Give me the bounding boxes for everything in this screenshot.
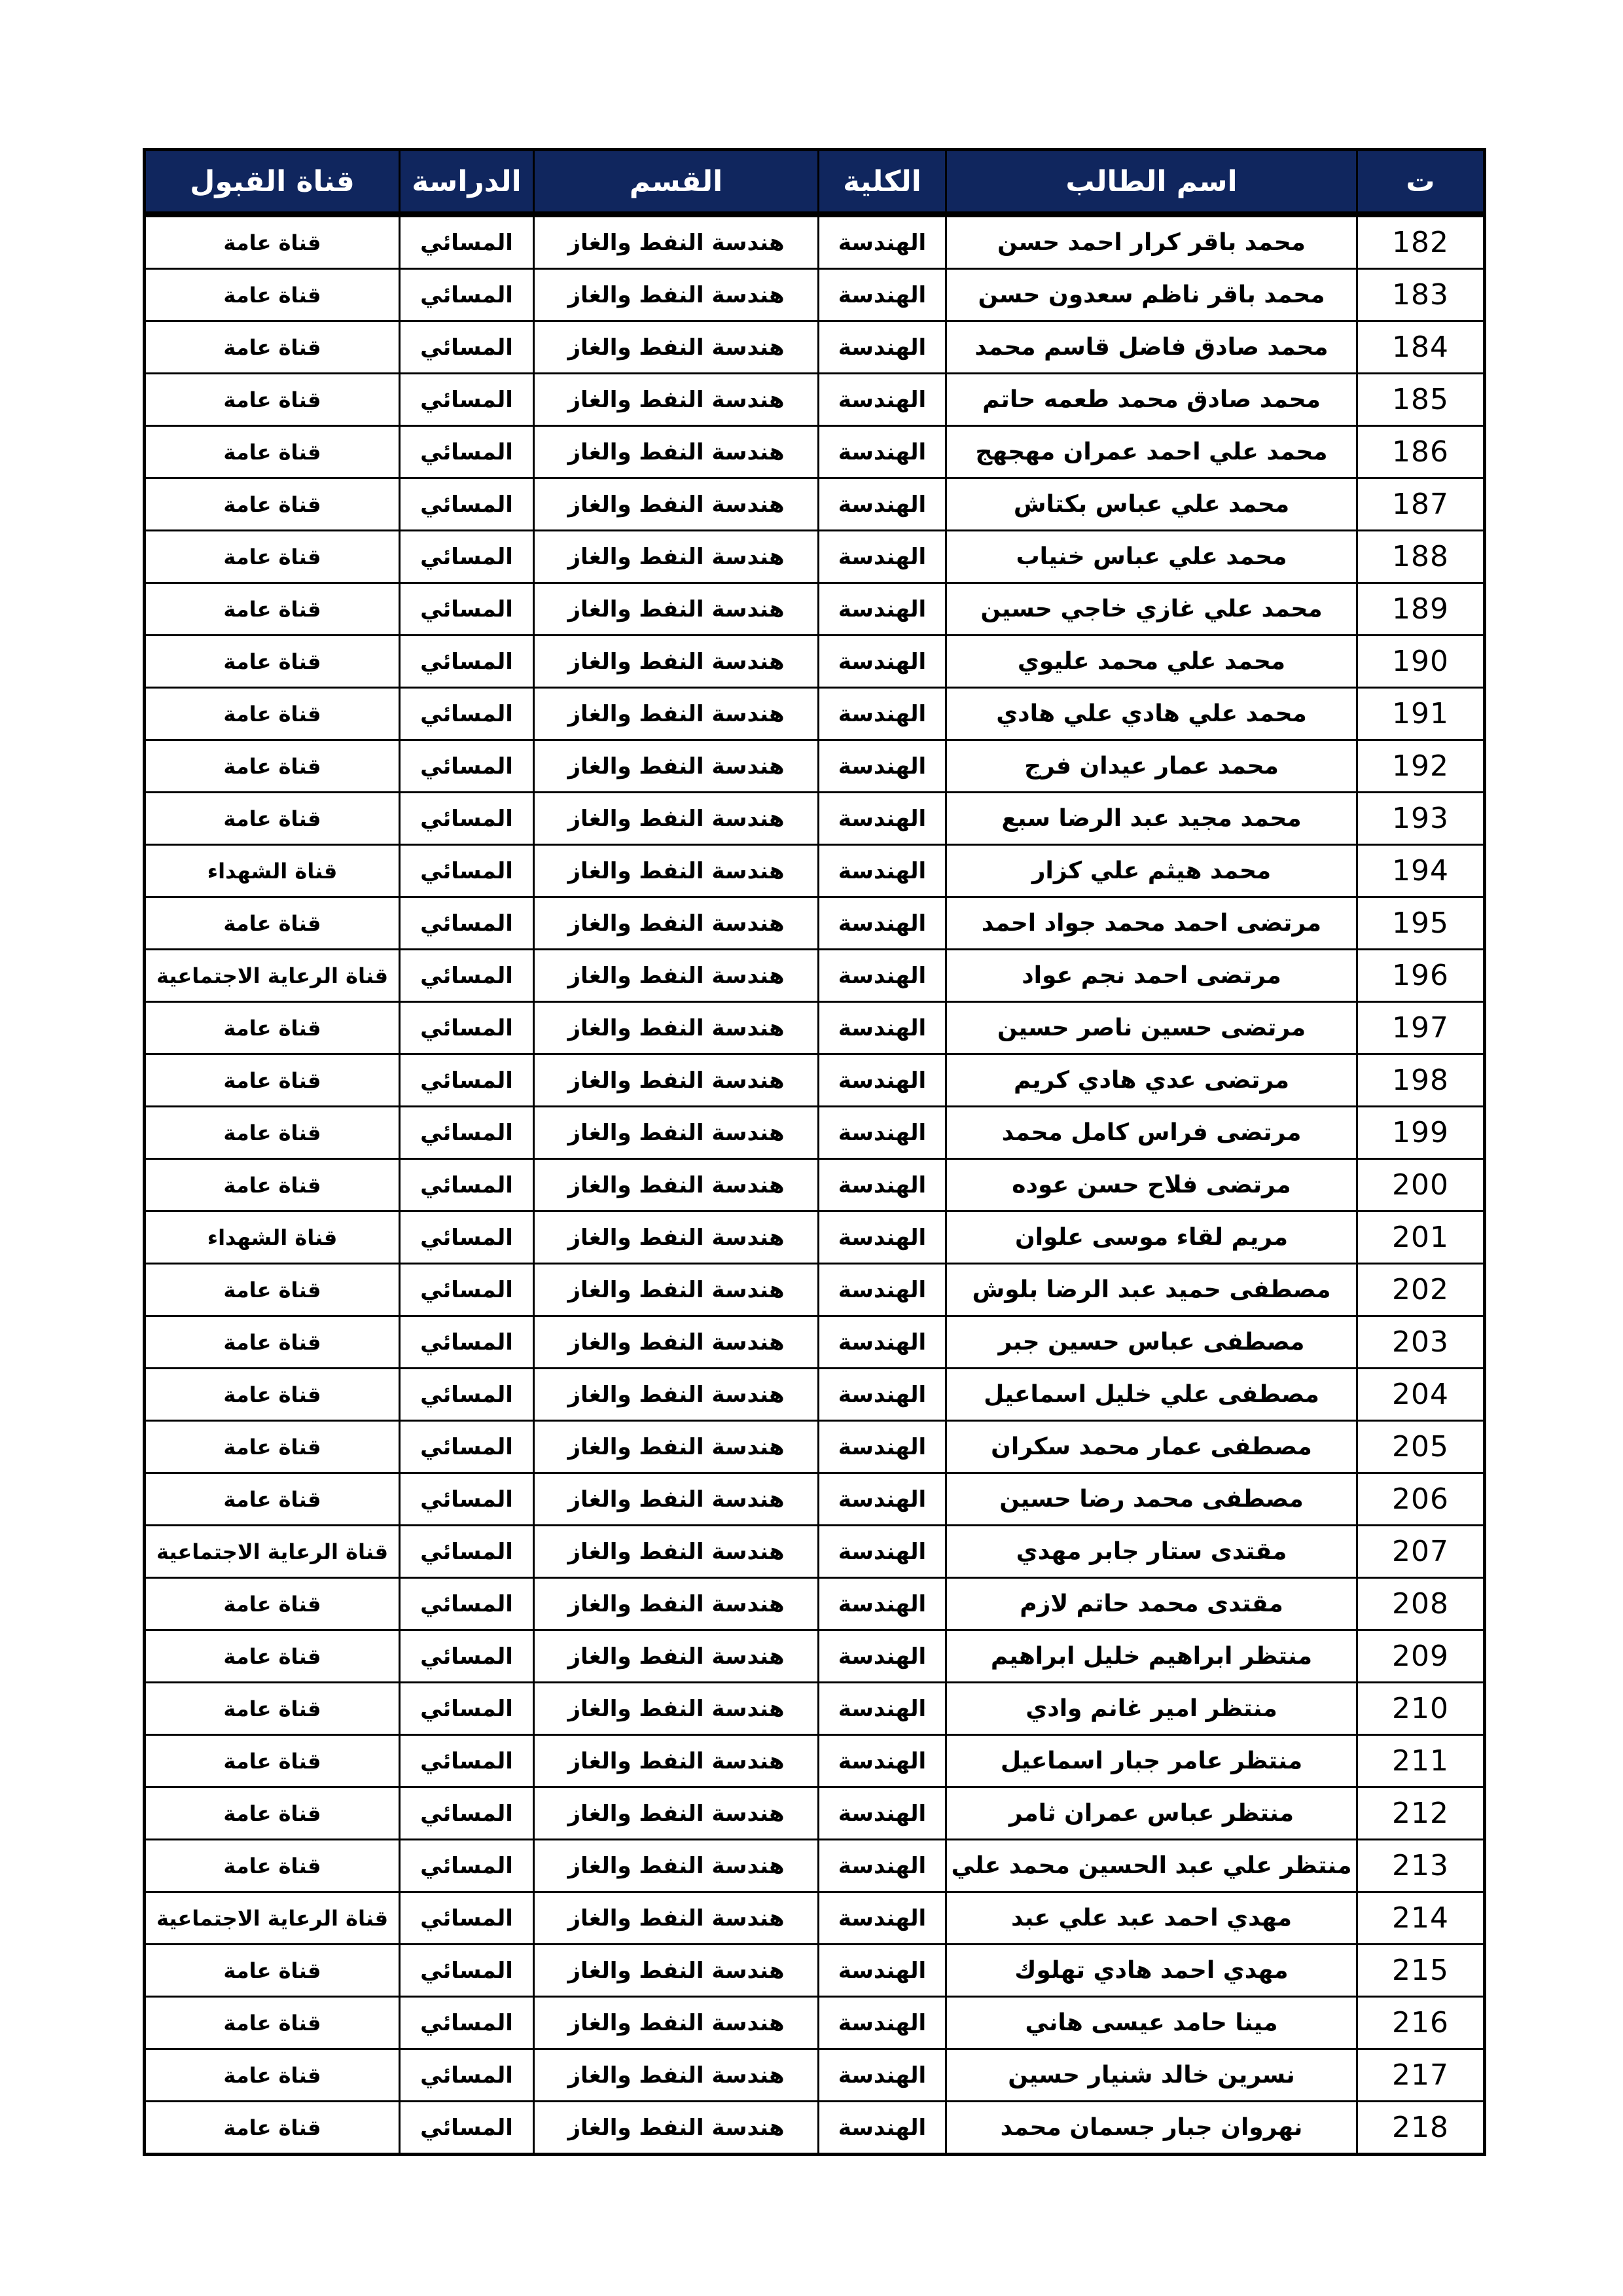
cell-index: 212	[1357, 1787, 1485, 1840]
cell-index: 214	[1357, 1892, 1485, 1945]
cell-channel: قناة عامة	[145, 1421, 400, 1473]
cell-department: هندسة النفط والغاز	[534, 2049, 819, 2102]
cell-channel: قناة عامة	[145, 636, 400, 688]
cell-index: 201	[1357, 1211, 1485, 1264]
table-row	[145, 1892, 1485, 1945]
cell-name: محمد علي هادي علي هادي	[946, 688, 1357, 740]
cell-channel: قناة عامة	[145, 897, 400, 950]
cell-study: المسائي	[400, 636, 534, 688]
cell-department: هندسة النفط والغاز	[534, 1683, 819, 1735]
cell-name: مهدي احمد هادي تهلوك	[946, 1945, 1357, 1997]
cell-index: 206	[1357, 1473, 1485, 1526]
cell-channel: قناة الرعاية الاجتماعية	[145, 950, 400, 1002]
cell-department: هندسة النفط والغاز	[534, 1473, 819, 1526]
cell-college: الهندسة	[819, 269, 946, 321]
cell-channel: قناة عامة	[145, 583, 400, 636]
table-row	[145, 1578, 1485, 1630]
cell-index: 199	[1357, 1107, 1485, 1159]
cell-study: المسائي	[400, 583, 534, 636]
cell-department: هندسة النفط والغاز	[534, 1316, 819, 1369]
cell-name: مرتضى عدي هادي كريم	[946, 1054, 1357, 1107]
cell-index: 217	[1357, 2049, 1485, 2102]
cell-name: محمد صادق محمد طعمه حاتم	[946, 374, 1357, 426]
table-row	[145, 1787, 1485, 1840]
cell-index: 216	[1357, 1997, 1485, 2049]
table-row	[145, 1840, 1485, 1892]
cell-study: المسائي	[400, 269, 534, 321]
cell-department: هندسة النفط والغاز	[534, 1264, 819, 1316]
cell-study: المسائي	[400, 1840, 534, 1892]
cell-name: مصطفى عمار محمد سكران	[946, 1421, 1357, 1473]
table-row	[145, 2102, 1485, 2155]
cell-index: 215	[1357, 1945, 1485, 1997]
cell-department: هندسة النفط والغاز	[534, 1578, 819, 1630]
cell-college: الهندسة	[819, 1211, 946, 1264]
cell-study: المسائي	[400, 1578, 534, 1630]
cell-name: مصطفى عباس حسين جبر	[946, 1316, 1357, 1369]
cell-channel: قناة عامة	[145, 793, 400, 845]
cell-college: الهندسة	[819, 793, 946, 845]
cell-name: نسرين خالد شنيار حسين	[946, 2049, 1357, 2102]
cell-department: هندسة النفط والغاز	[534, 426, 819, 478]
cell-channel: قناة عامة	[145, 1683, 400, 1735]
cell-index: 218	[1357, 2102, 1485, 2155]
cell-college: الهندسة	[819, 1316, 946, 1369]
cell-channel: قناة عامة	[145, 1945, 400, 1997]
table-row	[145, 1316, 1485, 1369]
cell-name: مرتضى فراس كامل محمد	[946, 1107, 1357, 1159]
cell-study: المسائي	[400, 1630, 534, 1683]
cell-college: الهندسة	[819, 950, 946, 1002]
cell-channel: قناة عامة	[145, 1054, 400, 1107]
cell-college: الهندسة	[819, 636, 946, 688]
table-row	[145, 1002, 1485, 1054]
cell-index: 213	[1357, 1840, 1485, 1892]
cell-college: الهندسة	[819, 1787, 946, 1840]
cell-college: الهندسة	[819, 478, 946, 531]
cell-name: مريم لقاء موسى علوان	[946, 1211, 1357, 1264]
table-row	[145, 1211, 1485, 1264]
cell-name: محمد صادق فاضل قاسم محمد	[946, 321, 1357, 374]
cell-channel: قناة عامة	[145, 374, 400, 426]
cell-index: 194	[1357, 845, 1485, 897]
cell-channel: قناة الشهداء	[145, 845, 400, 897]
cell-channel: قناة عامة	[145, 1264, 400, 1316]
table-row	[145, 1997, 1485, 2049]
cell-study: المسائي	[400, 1997, 534, 2049]
cell-study: المسائي	[400, 897, 534, 950]
cell-name: محمد علي عباس خنياب	[946, 531, 1357, 583]
cell-channel: قناة عامة	[145, 426, 400, 478]
table-row	[145, 740, 1485, 793]
header-channel: قناة القبول	[145, 150, 400, 215]
table-row	[145, 1054, 1485, 1107]
cell-department: هندسة النفط والغاز	[534, 1735, 819, 1787]
cell-name: منتظر علي عبد الحسين محمد علي	[946, 1840, 1357, 1892]
cell-channel: قناة عامة	[145, 2102, 400, 2155]
table-body	[145, 215, 1485, 2155]
table-row	[145, 845, 1485, 897]
cell-department: هندسة النفط والغاز	[534, 2102, 819, 2155]
cell-college: الهندسة	[819, 1473, 946, 1526]
cell-study: المسائي	[400, 426, 534, 478]
cell-channel: قناة عامة	[145, 1997, 400, 2049]
cell-college: الهندسة	[819, 1630, 946, 1683]
cell-study: المسائي	[400, 531, 534, 583]
table-row	[145, 426, 1485, 478]
cell-study: المسائي	[400, 1211, 534, 1264]
cell-name: محمد مجيد عبد الرضا سبع	[946, 793, 1357, 845]
cell-name: مقتدى ستار جابر مهدي	[946, 1526, 1357, 1578]
table-row	[145, 1159, 1485, 1211]
cell-name: محمد باقر كرار احمد حسن	[946, 215, 1357, 269]
cell-index: 192	[1357, 740, 1485, 793]
cell-name: محمد علي غازي خاجي حسين	[946, 583, 1357, 636]
cell-study: المسائي	[400, 1159, 534, 1211]
table-row	[145, 688, 1485, 740]
header-index: ت	[1357, 150, 1485, 215]
cell-study: المسائي	[400, 215, 534, 269]
cell-name: مقتدى محمد حاتم لازم	[946, 1578, 1357, 1630]
cell-department: هندسة النفط والغاز	[534, 740, 819, 793]
cell-department: هندسة النفط والغاز	[534, 374, 819, 426]
cell-study: المسائي	[400, 1683, 534, 1735]
cell-index: 185	[1357, 374, 1485, 426]
cell-college: الهندسة	[819, 1683, 946, 1735]
cell-study: المسائي	[400, 1735, 534, 1787]
cell-name: مصطفى محمد رضا حسين	[946, 1473, 1357, 1526]
cell-college: الهندسة	[819, 2102, 946, 2155]
cell-department: هندسة النفط والغاز	[534, 1840, 819, 1892]
cell-study: المسائي	[400, 1107, 534, 1159]
cell-college: الهندسة	[819, 1107, 946, 1159]
cell-name: محمد علي محمد عليوي	[946, 636, 1357, 688]
cell-name: منتظر امير غانم وادي	[946, 1683, 1357, 1735]
cell-college: الهندسة	[819, 215, 946, 269]
cell-channel: قناة عامة	[145, 1002, 400, 1054]
cell-name: مصطفى حميد عبد الرضا بلوش	[946, 1264, 1357, 1316]
cell-college: الهندسة	[819, 1159, 946, 1211]
cell-study: المسائي	[400, 793, 534, 845]
header-department: القسم	[534, 150, 819, 215]
cell-department: هندسة النفط والغاز	[534, 1526, 819, 1578]
cell-index: 203	[1357, 1316, 1485, 1369]
cell-college: الهندسة	[819, 531, 946, 583]
cell-department: هندسة النفط والغاز	[534, 1997, 819, 2049]
header-college: الكلية	[819, 150, 946, 215]
table-row	[145, 215, 1485, 269]
cell-college: الهندسة	[819, 2049, 946, 2102]
table-row	[145, 2049, 1485, 2102]
cell-college: الهندسة	[819, 1945, 946, 1997]
cell-channel: قناة عامة	[145, 688, 400, 740]
cell-name: محمد باقر ناظم سعدون حسن	[946, 269, 1357, 321]
cell-index: 202	[1357, 1264, 1485, 1316]
cell-department: هندسة النفط والغاز	[534, 950, 819, 1002]
cell-study: المسائي	[400, 1787, 534, 1840]
cell-department: هندسة النفط والغاز	[534, 1369, 819, 1421]
cell-index: 207	[1357, 1526, 1485, 1578]
cell-index: 197	[1357, 1002, 1485, 1054]
cell-index: 187	[1357, 478, 1485, 531]
cell-department: هندسة النفط والغاز	[534, 636, 819, 688]
cell-index: 205	[1357, 1421, 1485, 1473]
table-row	[145, 1683, 1485, 1735]
cell-study: المسائي	[400, 1526, 534, 1578]
cell-department: هندسة النفط والغاز	[534, 478, 819, 531]
cell-department: هندسة النفط والغاز	[534, 845, 819, 897]
cell-college: الهندسة	[819, 688, 946, 740]
cell-college: الهندسة	[819, 1840, 946, 1892]
cell-college: الهندسة	[819, 1892, 946, 1945]
cell-channel: قناة عامة	[145, 215, 400, 269]
cell-channel: قناة عامة	[145, 1107, 400, 1159]
cell-study: المسائي	[400, 1264, 534, 1316]
cell-department: هندسة النفط والغاز	[534, 321, 819, 374]
cell-department: هندسة النفط والغاز	[534, 793, 819, 845]
cell-study: المسائي	[400, 1473, 534, 1526]
cell-name: محمد هيثم علي كزار	[946, 845, 1357, 897]
cell-channel: قناة عامة	[145, 478, 400, 531]
table-row	[145, 531, 1485, 583]
cell-channel: قناة عامة	[145, 1369, 400, 1421]
cell-college: الهندسة	[819, 1735, 946, 1787]
table-row	[145, 478, 1485, 531]
cell-name: محمد علي عباس بكتاش	[946, 478, 1357, 531]
cell-index: 200	[1357, 1159, 1485, 1211]
cell-department: هندسة النفط والغاز	[534, 215, 819, 269]
cell-study: المسائي	[400, 845, 534, 897]
cell-college: الهندسة	[819, 897, 946, 950]
cell-name: نهروان جبار جسمان محمد	[946, 2102, 1357, 2155]
cell-index: 196	[1357, 950, 1485, 1002]
cell-name: محمد عمار عيدان فرج	[946, 740, 1357, 793]
cell-name: منتظر عباس عمران ثامر	[946, 1787, 1357, 1840]
cell-channel: قناة عامة	[145, 1159, 400, 1211]
cell-study: المسائي	[400, 950, 534, 1002]
cell-channel: قناة الشهداء	[145, 1211, 400, 1264]
cell-name: مصطفى علي خليل اسماعيل	[946, 1369, 1357, 1421]
cell-channel: قناة عامة	[145, 2049, 400, 2102]
table-row	[145, 1473, 1485, 1526]
table-row	[145, 1945, 1485, 1997]
cell-department: هندسة النفط والغاز	[534, 583, 819, 636]
cell-name: محمد علي احمد عمران مهجهج	[946, 426, 1357, 478]
cell-college: الهندسة	[819, 426, 946, 478]
cell-index: 204	[1357, 1369, 1485, 1421]
cell-index: 182	[1357, 215, 1485, 269]
cell-index: 183	[1357, 269, 1485, 321]
cell-college: الهندسة	[819, 374, 946, 426]
cell-college: الهندسة	[819, 583, 946, 636]
cell-index: 190	[1357, 636, 1485, 688]
table-row	[145, 1526, 1485, 1578]
cell-department: هندسة النفط والغاز	[534, 1002, 819, 1054]
cell-name: مينا حامد عيسى هاني	[946, 1997, 1357, 2049]
cell-college: الهندسة	[819, 1578, 946, 1630]
cell-name: مهدي احمد عبد علي عبد	[946, 1892, 1357, 1945]
table-row	[145, 793, 1485, 845]
cell-channel: قناة عامة	[145, 321, 400, 374]
cell-index: 210	[1357, 1683, 1485, 1735]
cell-channel: قناة الرعاية الاجتماعية	[145, 1526, 400, 1578]
cell-index: 193	[1357, 793, 1485, 845]
cell-study: المسائي	[400, 2049, 534, 2102]
cell-department: هندسة النفط والغاز	[534, 269, 819, 321]
cell-name: مرتضى احمد محمد جواد احمد	[946, 897, 1357, 950]
table-row	[145, 897, 1485, 950]
cell-college: الهندسة	[819, 1264, 946, 1316]
cell-channel: قناة عامة	[145, 1630, 400, 1683]
cell-study: المسائي	[400, 740, 534, 793]
table-row	[145, 1735, 1485, 1787]
table-row	[145, 374, 1485, 426]
cell-channel: قناة عامة	[145, 1735, 400, 1787]
cell-channel: قناة عامة	[145, 531, 400, 583]
cell-index: 186	[1357, 426, 1485, 478]
cell-channel: قناة الرعاية الاجتماعية	[145, 1892, 400, 1945]
cell-index: 208	[1357, 1578, 1485, 1630]
cell-college: الهندسة	[819, 321, 946, 374]
cell-department: هندسة النفط والغاز	[534, 1787, 819, 1840]
cell-name: مرتضى احمد نجم عواد	[946, 950, 1357, 1002]
cell-index: 189	[1357, 583, 1485, 636]
cell-department: هندسة النفط والغاز	[534, 688, 819, 740]
cell-channel: قناة عامة	[145, 740, 400, 793]
cell-department: هندسة النفط والغاز	[534, 1107, 819, 1159]
header-name: اسم الطالب	[946, 150, 1357, 215]
table-row	[145, 636, 1485, 688]
cell-index: 195	[1357, 897, 1485, 950]
cell-study: المسائي	[400, 1369, 534, 1421]
cell-college: الهندسة	[819, 740, 946, 793]
header-row	[145, 150, 1485, 215]
cell-index: 198	[1357, 1054, 1485, 1107]
cell-department: هندسة النفط والغاز	[534, 1892, 819, 1945]
table-row	[145, 1630, 1485, 1683]
cell-department: هندسة النفط والغاز	[534, 1211, 819, 1264]
cell-index: 188	[1357, 531, 1485, 583]
table-row	[145, 1369, 1485, 1421]
cell-name: مرتضى فلاح حسن عوده	[946, 1159, 1357, 1211]
table-row	[145, 321, 1485, 374]
cell-college: الهندسة	[819, 845, 946, 897]
cell-department: هندسة النفط والغاز	[534, 1159, 819, 1211]
cell-study: المسائي	[400, 1054, 534, 1107]
cell-study: المسائي	[400, 478, 534, 531]
cell-channel: قناة عامة	[145, 1473, 400, 1526]
cell-name: منتظر عامر جبار اسماعيل	[946, 1735, 1357, 1787]
cell-name: منتظر ابراهيم خليل ابراهيم	[946, 1630, 1357, 1683]
cell-study: المسائي	[400, 688, 534, 740]
cell-department: هندسة النفط والغاز	[534, 1630, 819, 1683]
cell-study: المسائي	[400, 1002, 534, 1054]
table-row	[145, 1264, 1485, 1316]
cell-study: المسائي	[400, 1945, 534, 1997]
cell-study: المسائي	[400, 2102, 534, 2155]
table-row	[145, 583, 1485, 636]
cell-index: 209	[1357, 1630, 1485, 1683]
cell-department: هندسة النفط والغاز	[534, 1054, 819, 1107]
cell-study: المسائي	[400, 321, 534, 374]
cell-study: المسائي	[400, 1421, 534, 1473]
cell-college: الهندسة	[819, 1054, 946, 1107]
cell-college: الهندسة	[819, 1369, 946, 1421]
cell-name: مرتضى حسين ناصر حسين	[946, 1002, 1357, 1054]
table-row	[145, 1421, 1485, 1473]
cell-channel: قناة عامة	[145, 1316, 400, 1369]
cell-department: هندسة النفط والغاز	[534, 1945, 819, 1997]
cell-college: الهندسة	[819, 1526, 946, 1578]
cell-study: المسائي	[400, 374, 534, 426]
cell-department: هندسة النفط والغاز	[534, 897, 819, 950]
cell-department: هندسة النفط والغاز	[534, 531, 819, 583]
cell-college: الهندسة	[819, 1002, 946, 1054]
cell-study: المسائي	[400, 1892, 534, 1945]
cell-index: 184	[1357, 321, 1485, 374]
header-study: الدراسة	[400, 150, 534, 215]
students-table	[143, 148, 1486, 2156]
table-row	[145, 950, 1485, 1002]
cell-channel: قناة عامة	[145, 1578, 400, 1630]
cell-index: 211	[1357, 1735, 1485, 1787]
cell-channel: قناة عامة	[145, 1787, 400, 1840]
cell-college: الهندسة	[819, 1997, 946, 2049]
table-row	[145, 1107, 1485, 1159]
cell-college: الهندسة	[819, 1421, 946, 1473]
cell-channel: قناة عامة	[145, 1840, 400, 1892]
table-row	[145, 269, 1485, 321]
cell-department: هندسة النفط والغاز	[534, 1421, 819, 1473]
cell-channel: قناة عامة	[145, 269, 400, 321]
cell-study: المسائي	[400, 1316, 534, 1369]
cell-index: 191	[1357, 688, 1485, 740]
